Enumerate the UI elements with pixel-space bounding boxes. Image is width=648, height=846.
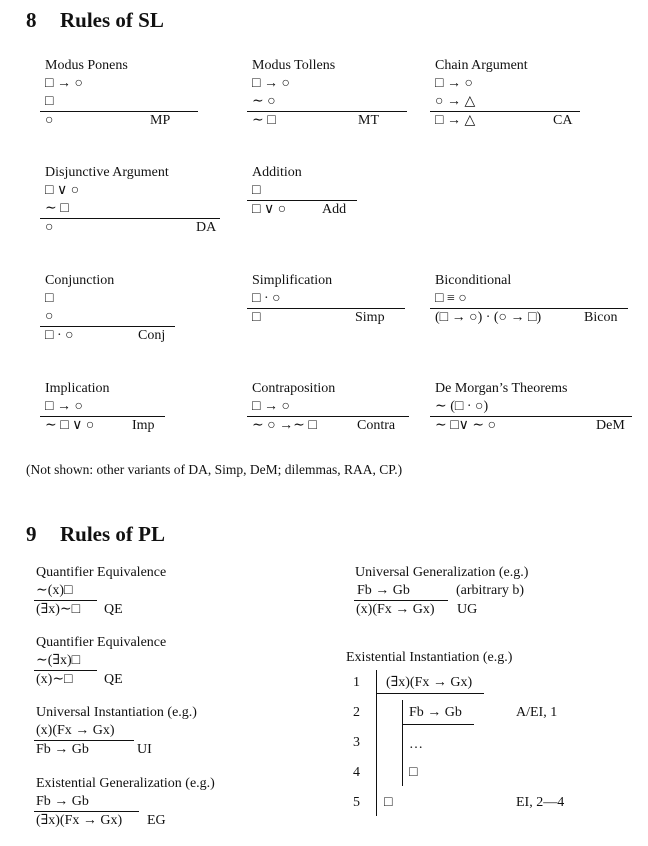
rule-abbreviation: UI [137, 742, 152, 757]
inference-line [40, 111, 198, 112]
rule-abbreviation: DA [196, 220, 217, 235]
inference-line [430, 308, 628, 309]
inference-line [34, 670, 97, 671]
section-title: Rules of PL [60, 522, 165, 546]
conclusion: (□ → ○) · (○ → □) [435, 310, 542, 325]
section-number: 9 [26, 522, 37, 546]
rule-title: Biconditional [435, 273, 512, 288]
rule-title: Existential Generalization (e.g.) [36, 776, 215, 791]
rule-title: Conjunction [45, 273, 115, 288]
premise-1: ∼(∃x)□ [36, 653, 81, 668]
inference-line [34, 740, 134, 741]
conclusion: ○ [45, 220, 54, 235]
conclusion: ∼ □∨ ∼ ○ [435, 418, 497, 433]
conclusion: ∼ □ [252, 113, 276, 128]
conclusion: □ ∨ ○ [252, 202, 287, 217]
rule-title: Modus Ponens [45, 58, 128, 73]
proof-line-number: 4 [353, 765, 360, 780]
rule-abbreviation: CA [553, 113, 573, 128]
proof-line-number: 5 [353, 795, 360, 810]
proof-line-number: 2 [353, 705, 360, 720]
rule-abbreviation: Imp [132, 418, 155, 433]
inference-line [247, 308, 405, 309]
premise-1: Fb → Gb [36, 794, 89, 809]
inference-line [40, 326, 175, 327]
proof-line-text: (∃x)(Fx → Gx) [386, 675, 473, 690]
rule-abbreviation: EG [147, 813, 166, 828]
rule-title: Quantifier Equivalence [36, 635, 167, 650]
conclusion: □ → △ [435, 113, 476, 128]
inference-line [247, 416, 409, 417]
inference-line [40, 218, 220, 219]
premise-1: Fb → Gb [357, 583, 410, 598]
rule-title: Modus Tollens [252, 58, 336, 73]
conclusion: (∃x)(Fx → Gx) [36, 813, 123, 828]
rule-abbreviation: QE [104, 672, 123, 687]
proof-line-text: Fb → Gb [409, 705, 462, 720]
rule-title: Contraposition [252, 381, 336, 396]
section-title: Rules of SL [60, 8, 164, 32]
rule-title: Universal Generalization (e.g.) [355, 565, 529, 580]
premise-1: □ → ○ [435, 76, 473, 91]
premise-1: □ ≡ ○ [435, 291, 467, 306]
rule-abbreviation: MP [150, 113, 171, 128]
inference-line [247, 111, 407, 112]
rule-abbreviation: Conj [138, 328, 166, 343]
rule-abbreviation: Simp [355, 310, 385, 325]
proof-premise-line [376, 693, 484, 694]
proof-scope-line-outer [376, 670, 377, 816]
proof-line-number: 3 [353, 735, 360, 750]
rule-title: Simplification [252, 273, 333, 288]
premise-1: ∼ (□ · ○) [435, 399, 489, 414]
conclusion: (x)∼□ [36, 672, 73, 687]
proof-line-text: □ [384, 795, 393, 810]
proof-scope-line-inner [402, 700, 403, 786]
premise-1: □ ∨ ○ [45, 183, 80, 198]
proof-line-text: □ [409, 765, 418, 780]
proof-line-text: … [409, 737, 423, 752]
premise-1: □ [252, 183, 261, 198]
conclusion: (x)(Fx → Gx) [356, 602, 435, 617]
proof-line-justification: A/EI, 1 [516, 705, 558, 720]
premise-2: □ [45, 94, 54, 109]
section-number: 8 [26, 8, 37, 32]
proof-line-justification: EI, 2—4 [516, 795, 565, 810]
premise-1: □ [45, 291, 54, 306]
premise-2: ○ → △ [435, 94, 476, 109]
inference-line [354, 600, 448, 601]
premise-1: □ · ○ [252, 291, 281, 306]
inference-line [430, 416, 632, 417]
rule-title: Chain Argument [435, 58, 528, 73]
conclusion: (∃x)∼□ [36, 602, 81, 617]
conclusion: ○ [45, 113, 54, 128]
proof-line-number: 1 [353, 675, 360, 690]
premise-2: ∼ ○ [252, 94, 276, 109]
conclusion: ∼ □ ∨ ○ [45, 418, 95, 433]
conclusion: Fb → Gb [36, 742, 89, 757]
rule-title: Universal Instantiation (e.g.) [36, 705, 197, 720]
premise-1: □ → ○ [252, 76, 290, 91]
premise-1: ∼(x)□ [36, 583, 73, 598]
premise-2: ∼ □ [45, 201, 69, 216]
inference-line [247, 200, 357, 201]
rule-abbreviation: UG [457, 602, 478, 617]
arbitrary-note: (arbitrary b) [456, 583, 525, 598]
conclusion: □ · ○ [45, 328, 74, 343]
not-shown-note: (Not shown: other variants of DA, Simp, DeM; dilemmas, RAA, CP.) [26, 462, 403, 477]
section-heading-pl [26, 522, 165, 546]
conclusion: ∼ ○ →∼ □ [252, 418, 317, 433]
inference-line [34, 600, 97, 601]
premise-1: □ → ○ [252, 399, 290, 414]
inference-line [430, 111, 580, 112]
rule-title: Disjunctive Argument [45, 165, 169, 180]
subproof-assumption-line [402, 724, 474, 725]
rule-abbreviation: Bicon [584, 310, 618, 325]
premise-1: □ → ○ [45, 76, 83, 91]
rule-title: Addition [252, 165, 302, 180]
rule-title: Existential Instantiation (e.g.) [346, 650, 513, 665]
premise-1: (x)(Fx → Gx) [36, 723, 115, 738]
rule-abbreviation: MT [358, 113, 379, 128]
rule-title: Quantifier Equivalence [36, 565, 167, 580]
section-heading-sl [26, 8, 164, 32]
premise-2: ○ [45, 309, 54, 324]
rule-abbreviation: DeM [596, 418, 625, 433]
inference-line [34, 811, 139, 812]
rule-title: Implication [45, 381, 110, 396]
rule-title: De Morgan’s Theorems [435, 381, 568, 396]
rule-abbreviation: QE [104, 602, 123, 617]
conclusion: □ [252, 310, 261, 325]
inference-line [40, 416, 165, 417]
rule-abbreviation: Add [322, 202, 347, 217]
rule-abbreviation: Contra [357, 418, 396, 433]
premise-1: □ → ○ [45, 399, 83, 414]
